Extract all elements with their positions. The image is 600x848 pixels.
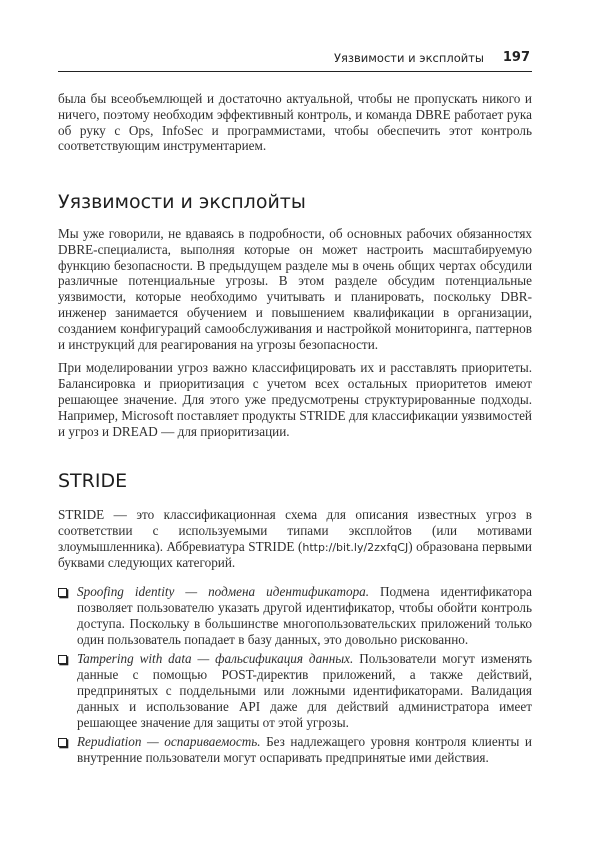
section-vulnerabilities-body	[58, 226, 532, 439]
section-stride-body	[58, 507, 532, 770]
list-item	[58, 734, 532, 766]
term: Tampering with data — фальсификация данных.	[77, 651, 354, 667]
text: ) образована первыми буквами следующих категорий.	[58, 538, 532, 571]
paragraph: была бы всеобъемлющей и достаточно актуальной, чтобы не пропускать никого и ничего, поэтому необходим эффективный контроль, и команда DBRE работает рука об руку с Ops, InfoSec и программистами, чтобы обеспечить этот контроль соответствующим инструментарием.	[58, 91, 532, 154]
stride-link[interactable]: http://bit.ly/2zxfqCJ	[302, 540, 409, 554]
definition: Без надлежащего уровня контроля клиенты и внутренние пользователи могут оспаривать предпринятые ими действия.	[77, 734, 532, 766]
section-heading-vulnerabilities: Уязвимости и эксплойты	[58, 191, 306, 213]
paragraph	[58, 507, 532, 571]
checkbox-bullet-icon	[58, 655, 67, 664]
list-item	[58, 651, 532, 730]
checkbox-bullet-icon	[58, 738, 67, 747]
paragraph: При моделировании угроз важно классифицировать их и расставлять приоритеты. Балансировка и приоритизация с учетом всех остальных приоритетов имеют решающее значение. Для этого уже предусмотрены структурированные подходы. Например, Microsoft поставляет продукты STRIDE для классификации уязвимостей и угроз и DREAD — для приоритизации.	[58, 360, 532, 439]
definition: Подмена идентификатора позволяет пользователю указать другой идентификатор, чтобы обойти контроль доступа. Поскольку в большинстве многопользовательских приложений только один пользователь попадает в базу данных, это довольно рискованно.	[77, 584, 532, 647]
paragraph: Мы уже говорили, не вдаваясь в подробности, об основных рабочих обязанностях DBRE-специалиста, выполняя которые он может настроить масштабируемую функцию безопасности. В предыдущем разделе мы в очень общих чертах обсудили различные потенциальные угрозы. В этом разделе обсудим потенциальные уязвимости, которые необходимо учитывать и планировать, поскольку DBR-инженер занимается обучением и повышением квалификации в организации, созданием конфигураций самообслуживания и настройкой мониторинга, паттернов и инструкций для реагирования на угрозы безопасности.	[58, 226, 532, 352]
stride-category-list	[58, 584, 532, 766]
running-title: Уязвимости и эксплойты	[333, 51, 484, 65]
text: STRIDE — это классификационная схема для описания известных угроз в соответствии с используемыми типами эксплойтов (или мотивами злоумышленника). Аббревиатура STRIDE (	[58, 507, 532, 554]
checkbox-bullet-icon	[58, 588, 67, 597]
page-number: 197	[502, 50, 530, 65]
list-item	[58, 584, 532, 647]
running-header	[58, 49, 532, 72]
intro-paragraph	[58, 91, 532, 154]
section-heading-stride: STRIDE	[58, 470, 128, 492]
term: Repudiation — оспариваемость.	[77, 734, 261, 750]
definition: Пользователи могут изменять данные с помощью POST-директив приложений, а также действий, предпринятых с поддельными или ложными идентификаторами. Валидация данных и использование API даже для действий администратора имеет решающее значение для защиты от этой угрозы.	[77, 651, 532, 730]
term: Spoofing identity — подмена идентификатора.	[77, 584, 370, 600]
